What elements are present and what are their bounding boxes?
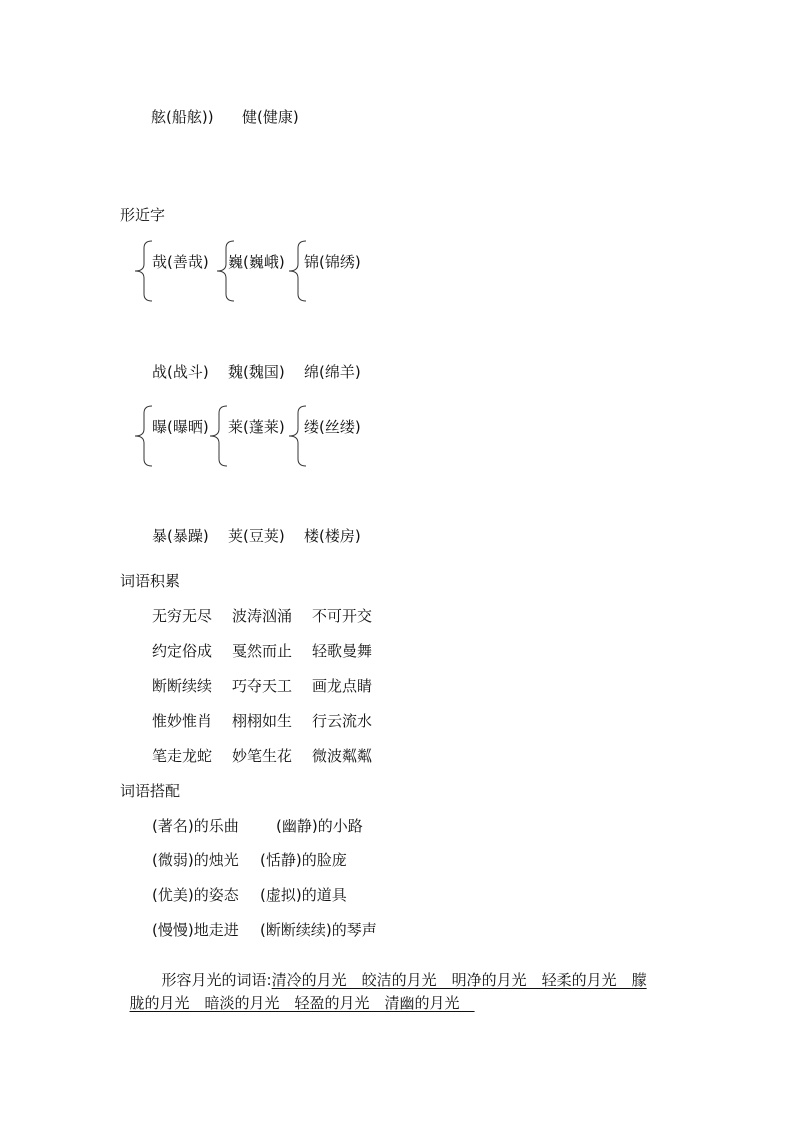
word-item: 断断续续 xyxy=(152,677,213,695)
word-item: 栩栩如生 xyxy=(232,712,293,730)
collocation-item: (恬静)的脸庞 xyxy=(260,851,347,869)
similar-char-item: 暴(暴躁) xyxy=(152,527,209,545)
brace-icon xyxy=(214,240,238,302)
collocation-item: (优美)的姿态 xyxy=(152,886,239,904)
similar-char-item: 缕(丝缕) xyxy=(304,418,361,436)
similar-char-item: 巍(巍峨) xyxy=(228,253,285,271)
section-heading-similar: 形近字 xyxy=(120,206,166,224)
word-item: 画龙点睛 xyxy=(312,677,373,695)
word-item: 笔走龙蛇 xyxy=(152,747,213,765)
word-item: 不可开交 xyxy=(312,607,373,625)
word-item: 行云流水 xyxy=(312,712,373,730)
word-item: 舷(船舷)) xyxy=(151,108,214,126)
similar-char-item: 楼(楼房) xyxy=(304,527,361,545)
collocation-item: (慢慢)地走进 xyxy=(152,921,239,939)
brace-icon xyxy=(132,240,156,302)
moonlight-words: 清冷的月光 皎洁的月光 明净的月光 轻柔的月光 朦 xyxy=(271,971,647,989)
collocation-item: (幽静)的小路 xyxy=(276,817,363,835)
section-heading-words: 词语积累 xyxy=(120,572,181,590)
brace-icon xyxy=(286,240,310,302)
similar-char-item: 哉(善哉) xyxy=(152,253,209,271)
word-item: 戛然而止 xyxy=(232,642,293,660)
word-item: 巧夺天工 xyxy=(232,677,293,695)
similar-char-item: 魏(魏国) xyxy=(228,363,285,381)
word-item: 健(健康) xyxy=(242,108,299,126)
moonlight-label: 形容月光的词语: xyxy=(161,971,272,989)
moonlight-line-2 xyxy=(120,981,475,1011)
word-item: 轻歌曼舞 xyxy=(312,642,373,660)
collocation-item: (微弱)的烛光 xyxy=(152,851,239,869)
similar-char-item: 荚(豆荚) xyxy=(228,527,285,545)
collocation-item: (著名)的乐曲 xyxy=(152,817,239,835)
similar-char-item: 莱(蓬莱) xyxy=(228,418,285,436)
similar-char-item: 锦(锦绣) xyxy=(304,253,361,271)
word-item: 约定俗成 xyxy=(152,642,213,660)
moonlight-words: 胧的月光 暗淡的月光 轻盈的月光 清幽的月光 xyxy=(129,994,475,1012)
word-item: 惟妙惟肖 xyxy=(152,712,213,730)
collocation-item: (虚拟)的道具 xyxy=(260,886,347,904)
similar-char-item: 曝(曝晒) xyxy=(152,418,209,436)
similar-char-item: 战(战斗) xyxy=(152,363,209,381)
word-item: 波涛汹涌 xyxy=(232,607,293,625)
similar-char-item: 绵(绵羊) xyxy=(304,363,361,381)
brace-icon xyxy=(207,405,231,467)
section-heading-collocation: 词语搭配 xyxy=(120,782,181,800)
collocation-item: (断断续续)的琴声 xyxy=(260,921,377,939)
word-item: 微波粼粼 xyxy=(312,747,373,765)
word-item: 无穷无尽 xyxy=(152,607,213,625)
word-item: 妙笔生花 xyxy=(232,747,293,765)
brace-icon xyxy=(286,405,310,467)
brace-icon xyxy=(132,405,156,467)
